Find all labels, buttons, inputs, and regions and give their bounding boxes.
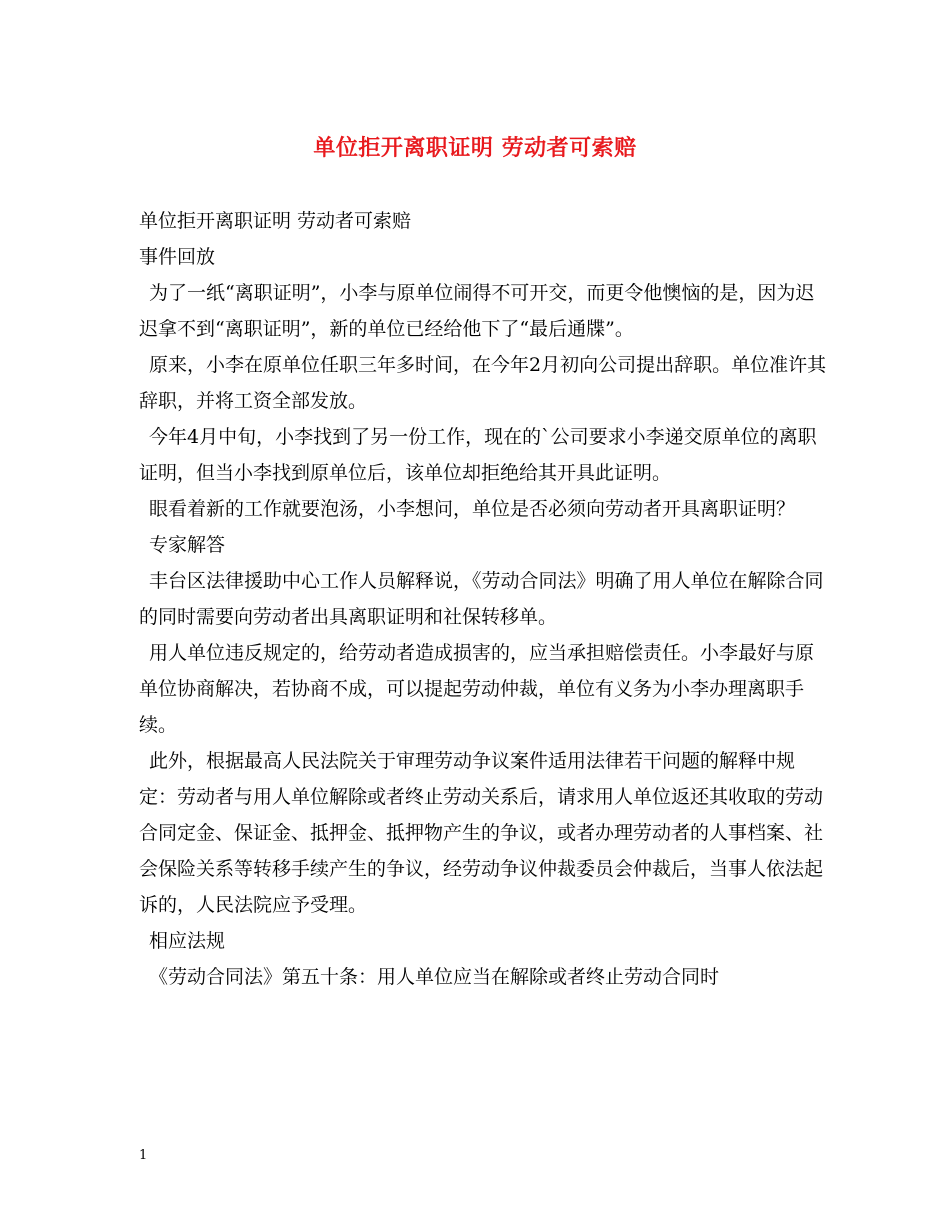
paragraph: 丰台区法律援助中心工作人员解释说，《劳动合同法》明确了用人单位在解除合同的同时需要向劳动者出具离职证明和社保转移单。 — [139, 570, 824, 628]
document-title: 单位拒开离职证明 劳动者可索赔 — [313, 135, 637, 161]
document-body — [139, 203, 829, 995]
section-heading-related-laws: 相应法规 — [149, 930, 226, 952]
paragraph: 用人单位违反规定的，给劳动者造成损害的，应当承担赔偿责任。小李最好与原单位协商解决，若协商不成，可以提起劳动仲裁，单位有义务为小李办理离职手续。 — [139, 642, 815, 736]
paragraph: 为了一纸“离职证明”，小李与原单位闹得不可开交，而更令他懊恼的是，因为迟迟拿不到“离职证明”，新的单位已经给他下了“最后通牒”。 — [139, 282, 815, 340]
page-number: 1 — [139, 1148, 148, 1163]
paragraph: 原来，小李在原单位任职三年多时间，在今年2月初向公司提出辞职。单位准许其辞职，并将工资全部发放。 — [139, 354, 827, 412]
paragraph-subtitle: 单位拒开离职证明 劳动者可索赔 — [139, 210, 412, 232]
section-heading-expert-answer: 专家解答 — [149, 534, 226, 556]
paragraph: 《劳动合同法》第五十条：用人单位应当在解除或者终止劳动合同时 — [149, 966, 720, 988]
paragraph: 今年4月中旬，小李找到了另一份工作，现在的`公司要求小李递交原单位的离职证明，但当小李找到原单位后，该单位却拒绝给其开具此证明。 — [139, 426, 817, 484]
section-heading-event-review: 事件回放 — [139, 246, 216, 268]
paragraph: 此外，根据最高人民法院关于审理劳动争议案件适用法律若干问题的解释中规定：劳动者与用人单位解除或者终止劳动关系后，请求用人单位返还其收取的劳动合同定金、保证金、抵押金、抵押物产生的争议，或者办理劳动者的人事档案、社会保险关系等转移手续产生的争议，经劳动争议仲裁委员会仲裁后，当事人依法起诉的，人民法院应予受理。 — [139, 750, 824, 916]
paragraph: 眼看着新的工作就要泡汤，小李想问，单位是否必须向劳动者开具离职证明？ — [149, 498, 796, 520]
